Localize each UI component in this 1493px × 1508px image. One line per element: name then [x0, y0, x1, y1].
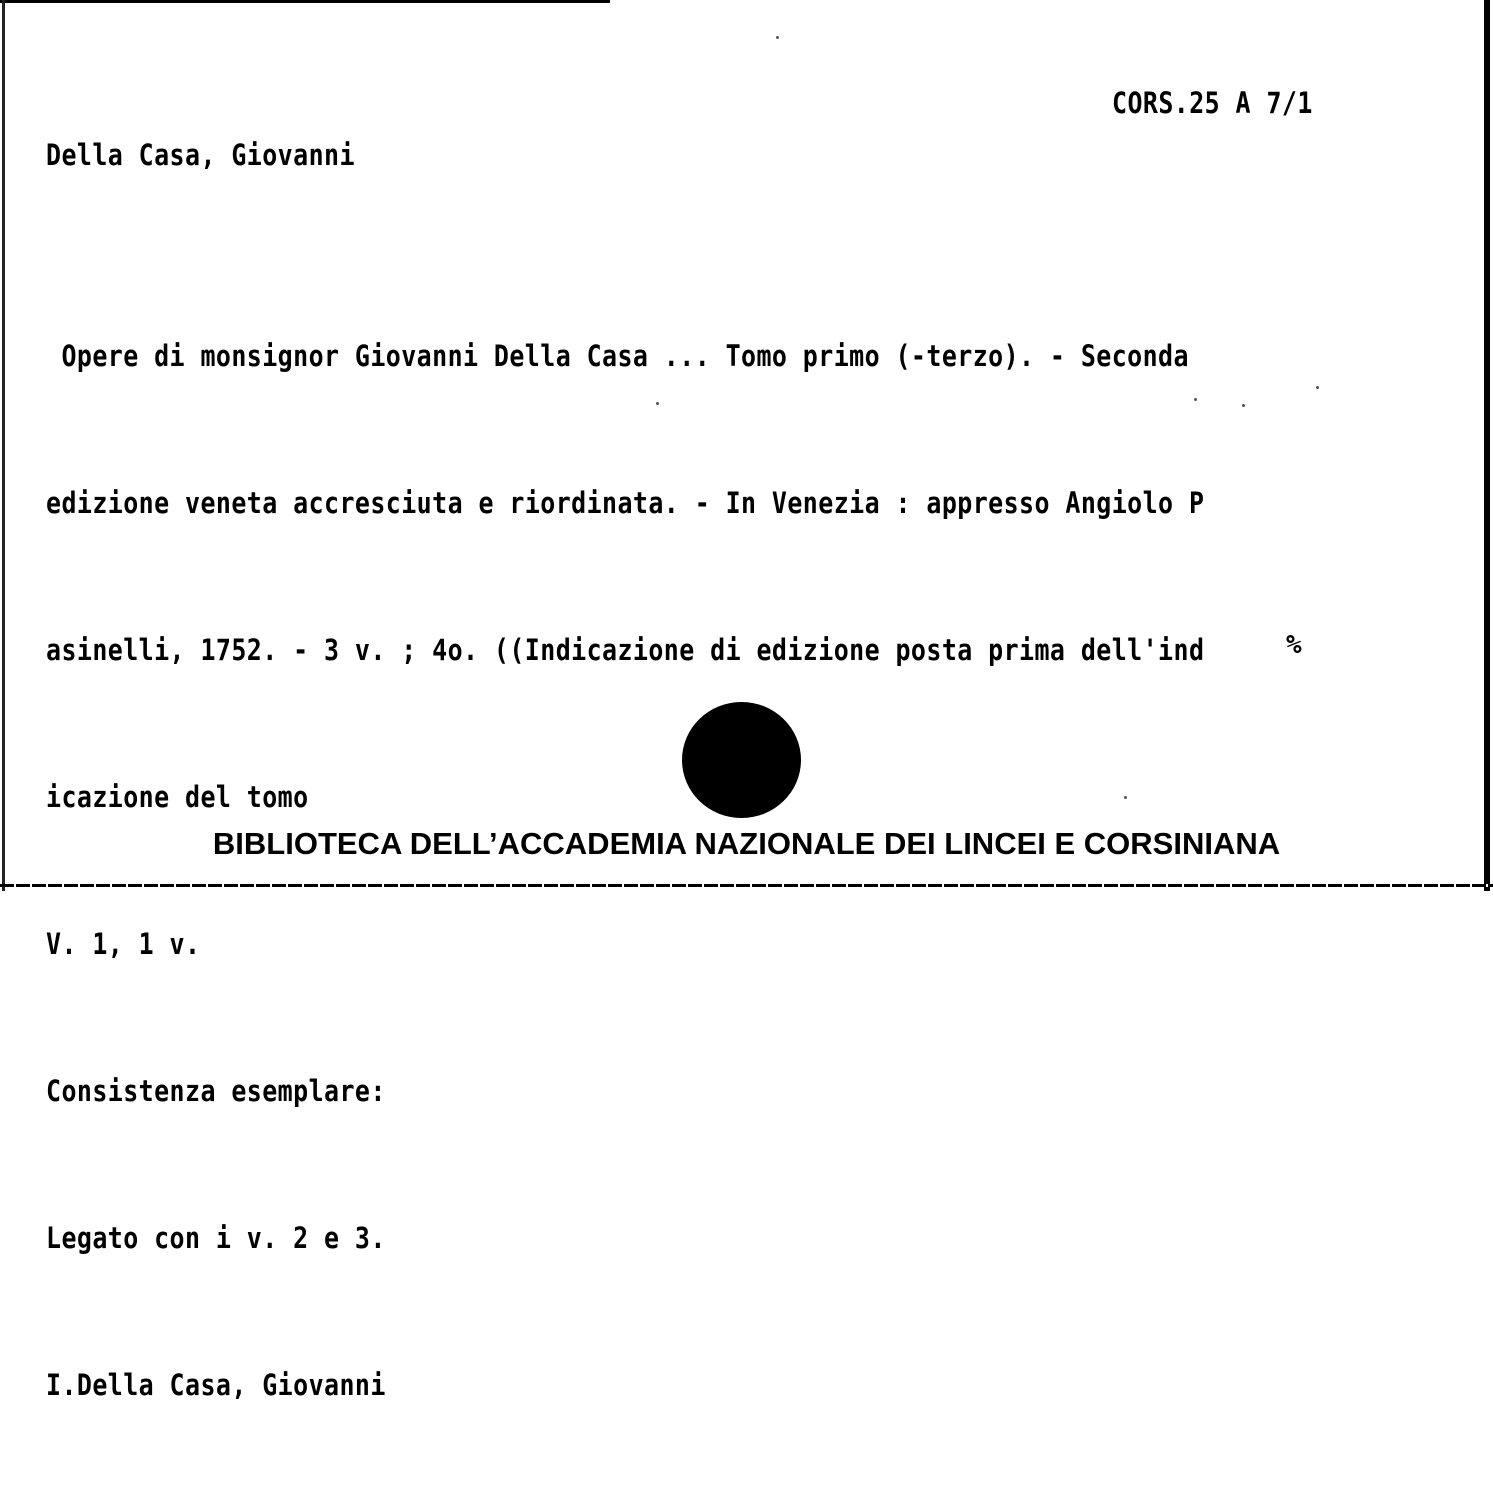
library-footer: BIBLIOTECA DELL’ACCADEMIA NAZIONALE DEI LINCEI E CORSINIANA	[212, 826, 1281, 861]
record-line: edizione veneta accresciuta e riordinata. - In Venezia : appresso Angiolo P	[46, 486, 1205, 520]
punch-hole	[682, 702, 801, 818]
card-border-top	[0, 0, 610, 3]
card-mark: %	[1286, 630, 1302, 660]
record-line: icazione del tomo	[46, 780, 309, 814]
speck	[1124, 796, 1127, 799]
shelfmark: CORS.25 A 7/1	[1112, 86, 1313, 120]
record-line: Legato con i v. 2 e 3.	[46, 1221, 386, 1255]
record-body	[46, 234, 1204, 1508]
speck	[656, 402, 659, 405]
speck	[1316, 386, 1319, 389]
record-line: Consistenza esemplare:	[46, 1074, 386, 1108]
record-line: I.Della Casa, Giovanni	[46, 1368, 386, 1402]
speck	[1242, 404, 1245, 407]
speck	[776, 36, 779, 39]
speck	[1194, 398, 1197, 401]
author-heading: Della Casa, Giovanni	[46, 138, 355, 172]
record-line: V. 1, 1 v.	[46, 927, 201, 961]
card-border-left	[2, 0, 5, 891]
card-border-right	[1484, 0, 1490, 891]
record-line: Opere di monsignor Giovanni Della Casa ... Tomo primo (-terzo). - Seconda	[46, 339, 1189, 373]
record-line: asinelli, 1752. - 3 v. ; 4o. ((Indicazione di edizione posta prima dell'ind	[46, 633, 1205, 667]
